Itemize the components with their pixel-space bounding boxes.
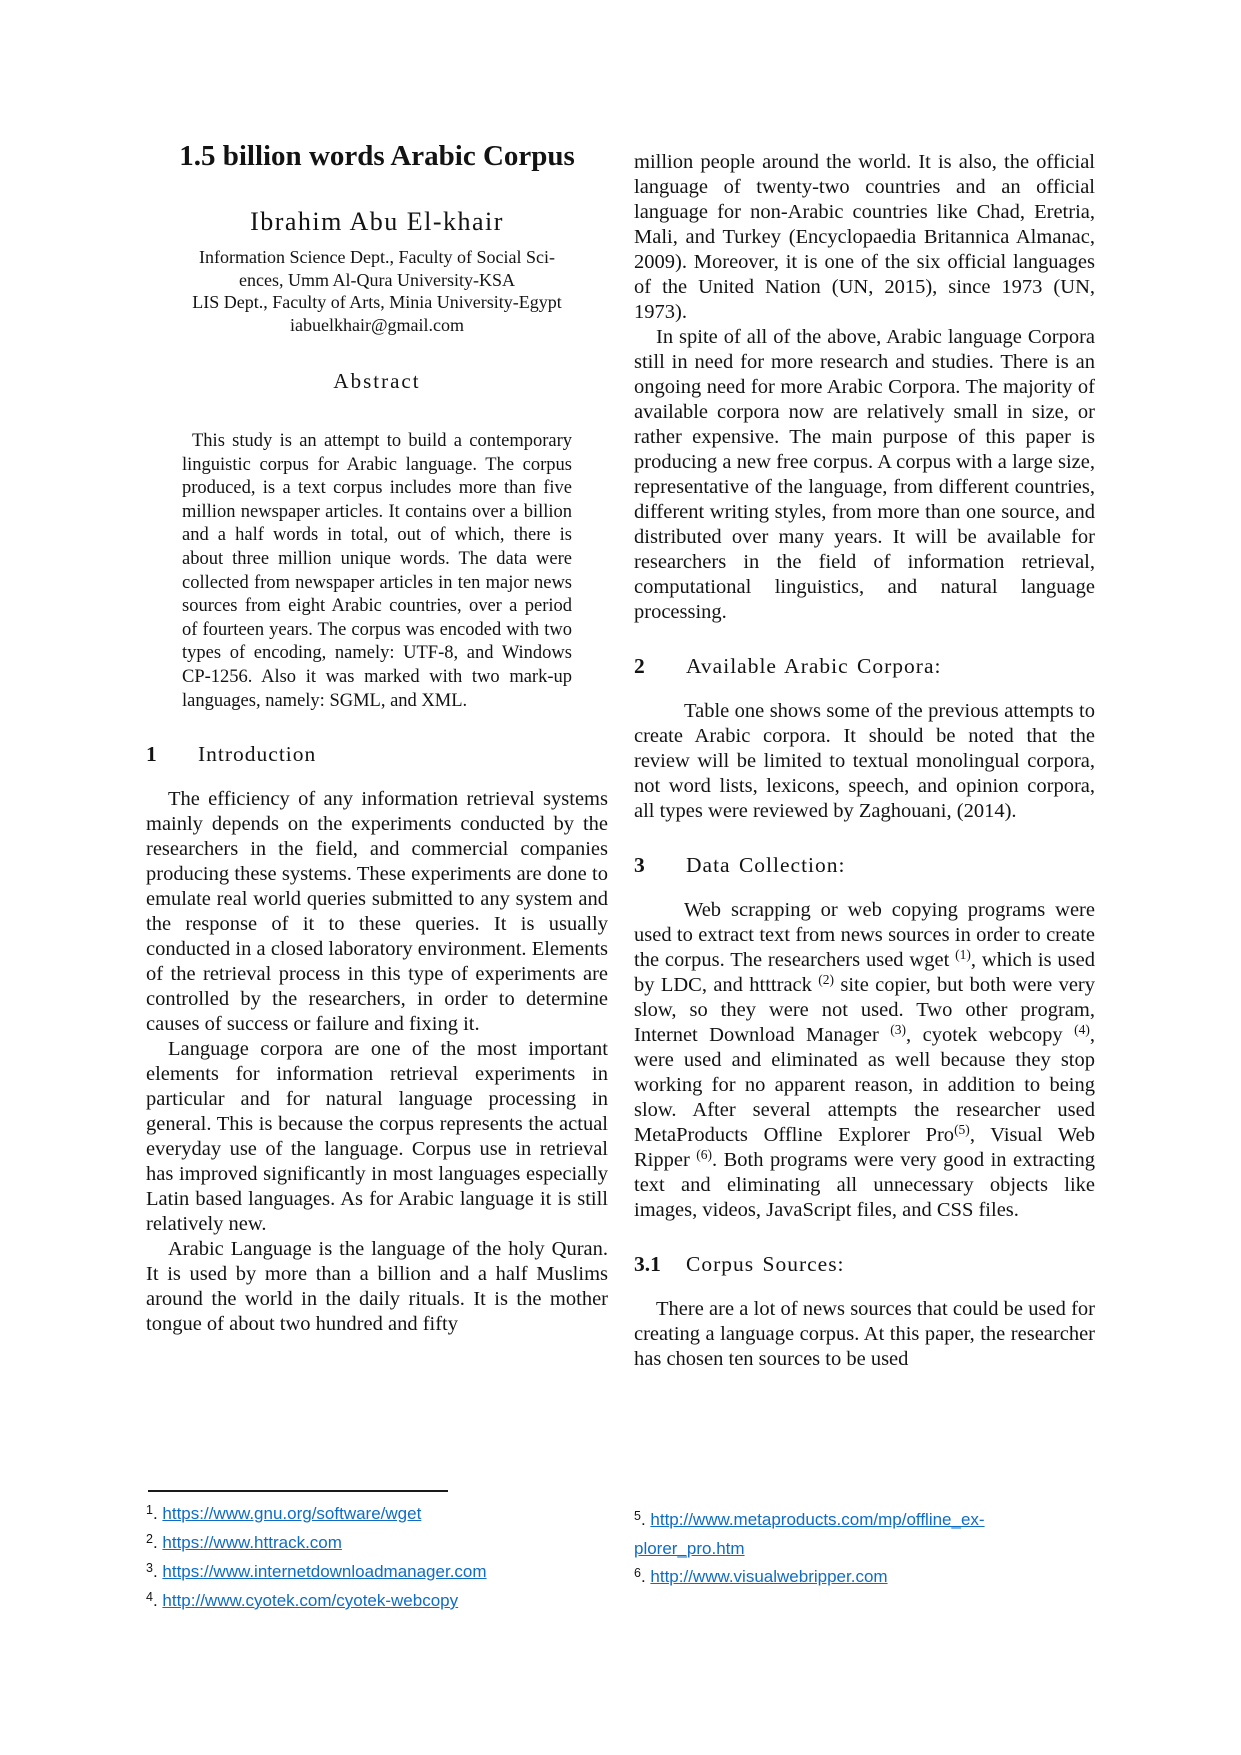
right-column-flow xyxy=(634,150,1095,1372)
paragraph: The efficiency of any information retrieval systems mainly depends on the experiments conducted by the researchers in the field, and commercial companies producing these systems. These experiments are done to emulate real world queries submitted to any system and the response of it to these queries. It is usually conducted in a closed laboratory environment. Elements of the retrieval process in this type of experiments are controlled by the researchers, in order to determine causes of success or failure and fixing it. xyxy=(146,788,608,1036)
section-heading-3 xyxy=(634,852,1095,878)
paragraph: Arabic Language is the language of the holy Quran. It is used by more than a billion and a half Muslims around the world in the daily rituals. It is the mother tongue of about two hundred and fifty xyxy=(146,1238,608,1336)
left-column-flow xyxy=(146,741,608,1337)
footnote-ref: (4) xyxy=(1074,1022,1090,1037)
section-title: Introduction xyxy=(198,742,317,767)
footnote-2: $^2$. https://www.httrack.com xyxy=(146,1532,342,1552)
section-heading-1 xyxy=(146,741,608,767)
paragraph: Web scrapping or web copying programs were used to extract text from news sources in order to create the corpus. The researchers used wget $^{(1)}$, which is used by LDC, and htttrack $^{(2)}$ site copier, but both were very slow, so they were not used. Two other program, Internet Download Manager $^{(3)}$, cyotek webcopy $^{(4)}$, were used and eliminated as well because they stop working for no apparent reason, in addition to being slow. After several attempts the researcher used MetaProducts Offline Explorer Pro$^{(5)}$, Visual Web Ripper $^{(6)}$. Both programs were very good in extracting text and eliminating all unnecessary objects like images, videos, JavaScript files, and CSS files. xyxy=(634,899,1095,1221)
right-column xyxy=(634,150,1095,1372)
paragraph: There are a lot of news sources that could be used for creating a language corpus. At this paper, the researcher has chosen ten sources to be used xyxy=(634,1298,1095,1370)
section-title: Corpus Sources: xyxy=(686,1252,845,1276)
abstract-text: This study is an attempt to build a contemporary linguistic corpus for Arabic language. The corpus produced, is a text corpus includes more than five million newspaper articles. It contains over a billion and a half words in total, out of which, there is about three million unique words. The data were collected from newspaper articles in ten major news sources from eight Arabic countries, over a period of fourteen years. The corpus was encoded with two types of encoding, namely: UTF-8, and Windows CP-1256. Also it was marked with two mark-up languages, namely: SGML, and XML. xyxy=(182,431,572,711)
footnote-ref: (3) xyxy=(890,1022,907,1037)
section-title: Available Arabic Corpora: xyxy=(686,654,942,678)
footnote-4: $^4$. http://www.cyotek.com/cyotek-webcopy xyxy=(146,1590,459,1610)
footnote-6: $^6$. http://www.visualwebripper.com xyxy=(634,1566,888,1586)
footnotes-right xyxy=(634,1506,1095,1592)
footnote-number: 2 xyxy=(146,1532,153,1546)
footnote-1: $^1$. https://www.gnu.org/software/wget xyxy=(146,1503,422,1523)
footnote-number: 5 xyxy=(634,1509,641,1523)
abstract-heading: Abstract xyxy=(333,369,421,393)
paragraph: Table one shows some of the previous attempts to create Arabic corpora. It should be noted that the review will be limited to textual monolingual corpora, not word lists, lexicons, speech, and opinion corpora, all types were reviewed by Zaghouani, (2014). xyxy=(634,700,1095,822)
affiliation-line: ences, Umm Al-Qura University-KSA xyxy=(239,269,515,290)
footnote-ref: (2) xyxy=(818,972,834,987)
footnote-rule xyxy=(148,1490,448,1492)
left-column xyxy=(146,0,608,1337)
footnote-3: $^3$. https://www.internetdownloadmanager.com xyxy=(146,1561,487,1581)
footnote-link[interactable]: https://www.internetdownloadmanager.com xyxy=(162,1562,487,1581)
footnote-link[interactable]: http://www.visualwebripper.com xyxy=(650,1567,888,1586)
footnote-ref: (5) xyxy=(954,1122,970,1137)
section-number: 3.1 xyxy=(634,1252,661,1276)
section-heading-3-1 xyxy=(634,1251,1095,1277)
footnote-5: $^5$. http://www.metaproducts.com/mp/offline_ex- plorer_pro.htm xyxy=(634,1509,985,1558)
footnote-number: 4 xyxy=(146,1590,153,1604)
section-number: 3 xyxy=(634,853,645,877)
paragraph: million people around the world. It is also, the official language of twenty-two countries and an official language for non-Arabic countries like Chad, Eretria, Mali, and Turkey (Encyclopaedia Britannica Almanac, 2009). Moreover, it is one of the six official languages of the United Nation (UN, 2015), since 1973 (UN, 1973). xyxy=(634,151,1095,323)
affiliation-line: iabuelkhair@gmail.com xyxy=(289,314,465,335)
section-title: Data Collection: xyxy=(686,853,846,877)
section-heading-2 xyxy=(634,653,1095,679)
footnote-number: 1 xyxy=(146,1503,153,1517)
footnote-number: 6 xyxy=(634,1566,641,1580)
footnotes-left xyxy=(146,1490,608,1616)
footnote-link[interactable]: https://www.gnu.org/software/wget xyxy=(162,1504,422,1523)
section-number: 1 xyxy=(146,742,157,767)
footnote-number: 3 xyxy=(146,1561,153,1575)
footnote-link[interactable]: http://www.metaproducts.com/mp/offline_ex- plorer_pro.htm xyxy=(634,1510,985,1558)
affiliation-line: LIS Dept., Faculty of Arts, Minia University-Egypt xyxy=(192,292,562,312)
footnote-ref: (1) xyxy=(955,947,971,962)
paragraph: In spite of all of the above, Arabic language Corpora still in need for more research and studies. There is an ongoing need for more Arabic Corpora. The majority of available corpora now are relatively small in size, or rather expensive. The main purpose of this paper is producing a new free corpus. A corpus with a large size, representative of the language, from different countries, different writing styles, from more than one source, and distributed over many years. It will be available for researchers in the field of information retrieval, computational linguistics, and natural language processing. xyxy=(634,326,1095,623)
affiliation-line: Information Science Dept., Faculty of Social Sci- xyxy=(199,247,555,267)
author-affiliation xyxy=(146,246,608,336)
footnote-ref: (6) xyxy=(696,1147,713,1162)
paragraph: Language corpora are one of the most important elements for information retrieval experiments in particular and for natural language processing in general. This is because the corpus represents the actual everyday use of the language. Corpus use in retrieval has improved significantly in most languages especially Latin based languages. As for Arabic language it is still relatively new. xyxy=(146,1038,608,1236)
author-name: Ibrahim Abu El-khair xyxy=(250,207,504,236)
footnote-link[interactable]: http://www.cyotek.com/cyotek-webcopy xyxy=(162,1591,459,1610)
section-number: 2 xyxy=(634,654,645,678)
footnote-link[interactable]: https://www.httrack.com xyxy=(162,1533,342,1552)
paper-title: 1.5 billion words Arabic Corpus xyxy=(179,140,575,172)
